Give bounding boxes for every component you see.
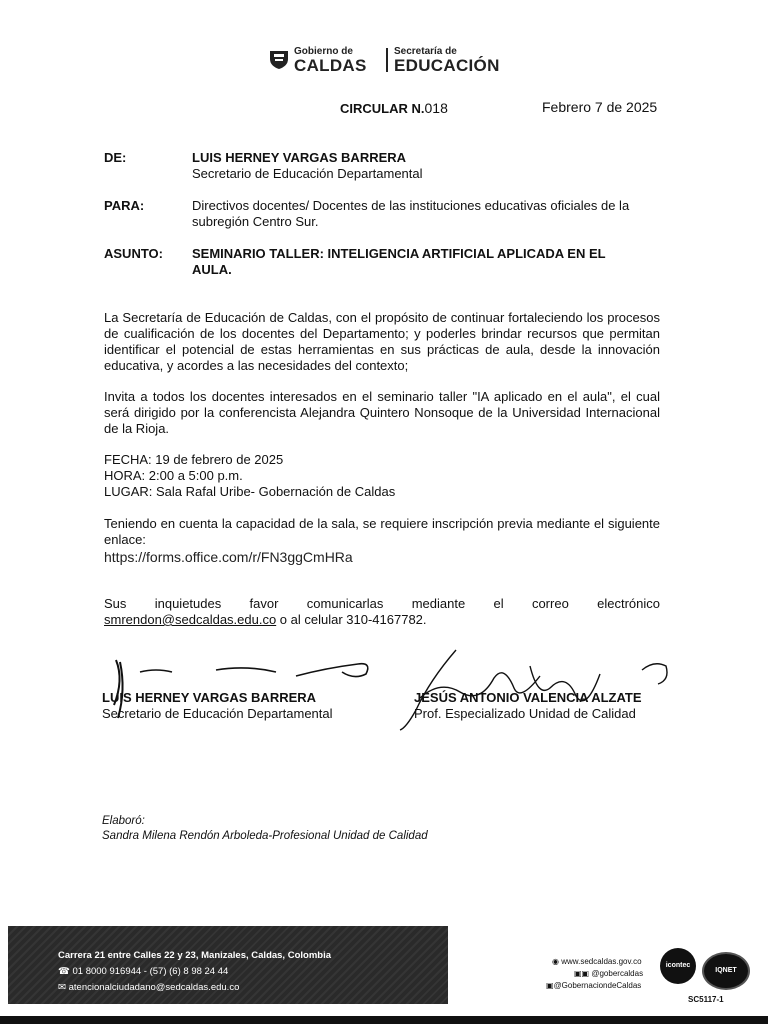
bottom-bar	[0, 1016, 768, 1024]
footer-web[interactable]: www.sedcaldas.gov.co	[561, 957, 642, 966]
footer-social1-row	[574, 968, 643, 980]
footer-phones-row	[58, 964, 228, 979]
mail-icon: ✉	[58, 982, 66, 993]
elaboro-label: Elaboró:	[102, 815, 145, 827]
footer-email-row	[58, 980, 239, 995]
body-paragraph-2: Invita a todos los docentes interesados en el seminario taller "IA aplicado en el aula", el cual será dirigido por la conferencista Alejandra Quintero Nonsoque de la Universidad Internacional de la Rioja.	[104, 389, 660, 436]
footer-address: Carrera 21 entre Calles 22 y 23, Manizales, Caldas, Colombia	[58, 950, 331, 961]
signature-left-name: LUIS HERNEY VARGAS BARRERA	[102, 690, 317, 705]
header-logo	[268, 46, 508, 74]
registration-link[interactable]: https://forms.office.com/r/FN3ggCmHRa	[104, 549, 353, 565]
footer-dark-panel	[8, 926, 448, 1004]
footer-social2[interactable]: @GobernaciondeCaldas	[553, 981, 642, 990]
footer-email[interactable]: atencionalciudadano@sedcaldas.edu.co	[68, 982, 240, 993]
body-paragraph-4-line2	[104, 612, 427, 628]
asunto-line2: AULA.	[192, 262, 232, 277]
footer-social2-row	[546, 980, 641, 992]
circular-date: Febrero 7 de 2025	[542, 99, 658, 115]
para-label: PARA:	[104, 198, 145, 213]
footer-phones: 01 8000 916944 - (57) (6) 8 98 24 44	[72, 966, 229, 977]
de-label: DE:	[104, 150, 127, 165]
body-paragraph-1: La Secretaría de Educación de Caldas, con el propósito de continuar fortaleciendo los procesos de cualificación de los docentes del Departamento; y poderles brindar recursos que permitan identificar el potencial de estas herramientas en sus prácticas de aula, desde la innovación educativa, y acordes a las necesidades del contexto;	[104, 310, 660, 373]
asunto-line1: SEMINARIO TALLER: INTELIGENCIA ARTIFICIAL APLICADA EN EL	[192, 246, 606, 261]
caldas-shield-icon	[268, 48, 290, 70]
footer-cert-code: SC5117-1	[688, 995, 724, 1004]
para-line1: Directivos docentes/ Docentes de las instituciones educativas oficiales de la	[192, 198, 630, 213]
circular-heading	[340, 100, 448, 116]
iqnet-badge: IQNET	[702, 952, 750, 990]
signature-left-role: Secretario de Educación Departamental	[102, 706, 333, 721]
event-hora: HORA: 2:00 a 5:00 p.m.	[104, 468, 243, 483]
footer-web-row	[552, 956, 642, 968]
footer	[0, 926, 768, 1016]
contact-phone-text: o al celular 310-4167782.	[276, 612, 427, 627]
facebook-icon: ▣	[546, 981, 554, 990]
para-line2: subregión Centro Sur.	[192, 214, 319, 229]
circular-label: CIRCULAR N.	[340, 101, 425, 116]
body-paragraph-4-line1: Sus inquietudes favor comunicarlas mediante el correo electrónico	[104, 596, 660, 611]
signature-right-name: JESÚS ANTONIO VALENCIA ALZATE	[414, 690, 642, 705]
logo-divider	[386, 48, 388, 72]
circular-number: 018	[424, 100, 448, 116]
logo-educacion: EDUCACIÓN	[394, 56, 500, 75]
de-role: Secretario de Educación Departamental	[192, 166, 423, 181]
signature-right-role: Prof. Especializado Unidad de Calidad	[414, 706, 636, 721]
footer-social1[interactable]: @gobercaldas	[591, 969, 644, 978]
body-paragraph-3: Teniendo en cuenta la capacidad de la sala, se requiere inscripción previa mediante el siguiente enlace:	[104, 516, 660, 547]
logo-secretaria-small: Secretaría de	[394, 46, 457, 57]
icontec-badge: icontec	[660, 948, 696, 984]
de-name: LUIS HERNEY VARGAS BARRERA	[192, 150, 407, 165]
social-icons: ▣▣	[574, 969, 590, 978]
globe-icon: ◉	[552, 957, 559, 966]
logo-caldas: CALDAS	[294, 56, 367, 75]
phone-icon: ☎	[58, 966, 70, 977]
asunto-label: ASUNTO:	[104, 246, 163, 261]
logo-gobierno-small: Gobierno de	[294, 46, 353, 57]
event-fecha: FECHA: 19 de febrero de 2025	[104, 452, 284, 467]
elaboro-text: Sandra Milena Rendón Arboleda-Profesional Unidad de Calidad	[102, 830, 428, 842]
event-lugar: LUGAR: Sala Rafal Uribe- Gobernación de Caldas	[104, 484, 396, 499]
contact-email-link[interactable]: smrendon@sedcaldas.edu.co	[104, 612, 277, 627]
